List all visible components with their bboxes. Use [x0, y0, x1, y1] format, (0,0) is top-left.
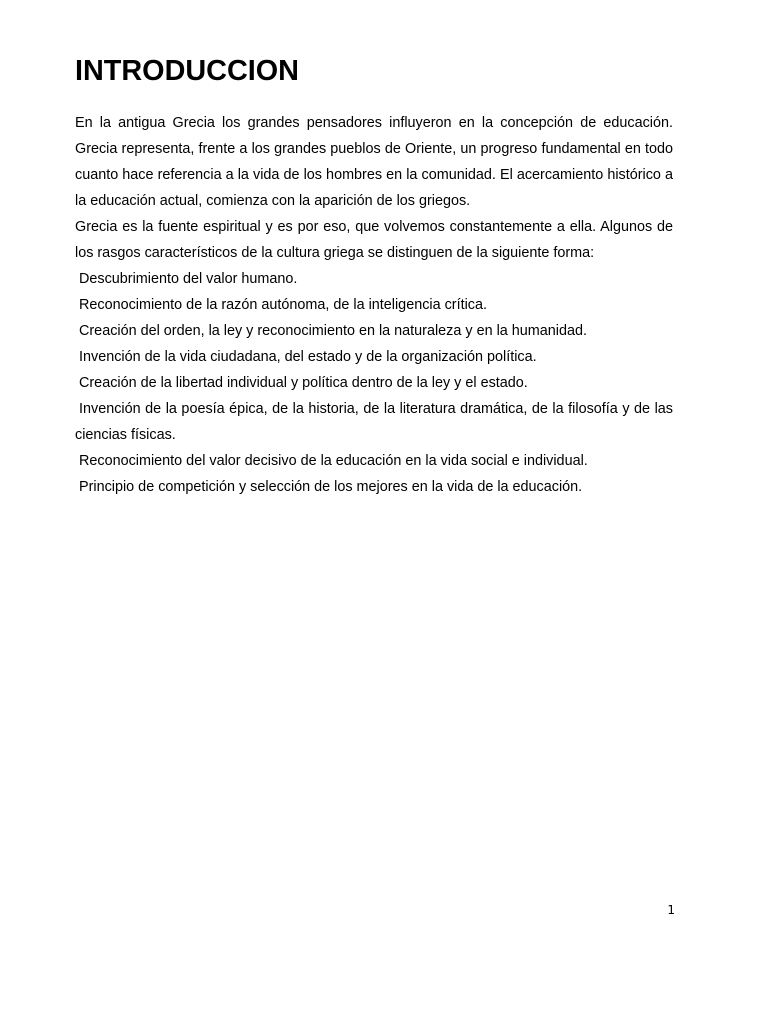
document-heading: INTRODUCCION — [75, 55, 299, 87]
list-item: Invención de la poesía épica, de la historia, de la literatura dramática, de la filosofía y de las ciencias físicas. — [75, 401, 673, 443]
list-item: Invención de la vida ciudadana, del estado y de la organización política. — [79, 349, 537, 365]
list-item: Creación del orden, la ley y reconocimiento en la naturaleza y en la humanidad. — [79, 323, 587, 339]
paragraph-intro: En la antigua Grecia los grandes pensadores influyeron en la concepción de educación. Grecia representa, frente a los grandes pueblos de Oriente, un progreso fundamental en todo cuanto hace referencia a la vida de los hombres en la comunidad. El acercamiento histórico a la educación actual, comienza con la aparición de los griegos. — [75, 115, 673, 209]
list-item: Reconocimiento de la razón autónoma, de la inteligencia crítica. — [79, 297, 487, 313]
page-number: 1 — [667, 903, 675, 917]
paragraph-greek-culture: Grecia es la fuente espiritual y es por eso, que volvemos constantemente a ella. Algunos de los rasgos característicos de la cultura griega se distinguen de la siguiente forma: — [75, 219, 673, 261]
list-item: Principio de competición y selección de los mejores en la vida de la educación. — [79, 479, 583, 495]
document-body — [75, 55, 673, 500]
traits-list — [75, 266, 673, 500]
list-item: Creación de la libertad individual y política dentro de la ley y el estado. — [79, 375, 528, 391]
blank-line — [75, 84, 673, 110]
list-item: Descubrimiento del valor humano. — [79, 271, 298, 287]
list-item: Reconocimiento del valor decisivo de la educación en la vida social e individual. — [79, 453, 588, 469]
